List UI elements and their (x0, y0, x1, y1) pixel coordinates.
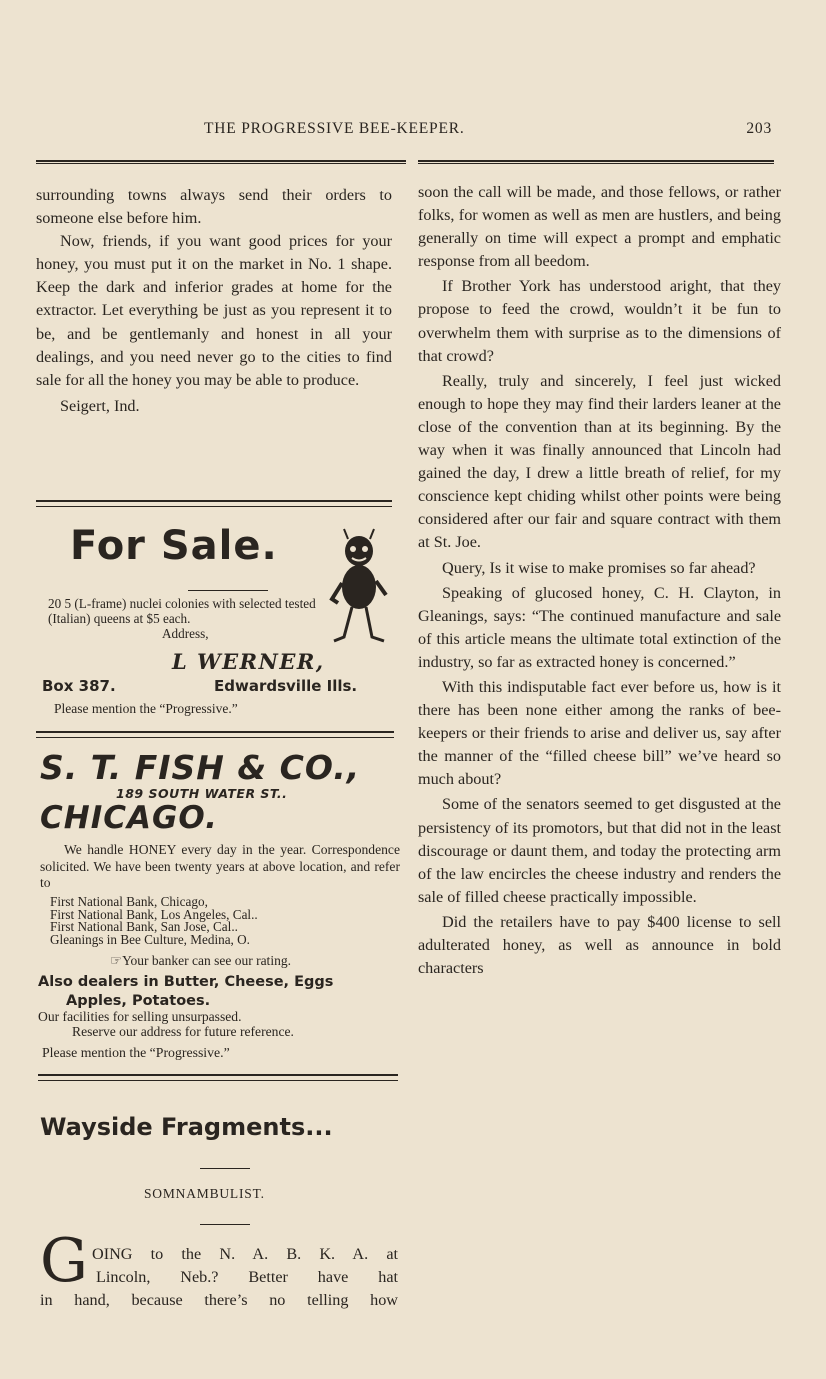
address-label: Address, (162, 626, 209, 641)
right-paragraph: If Brother York has understood aright, that they propose to feed the crowd, wouldn’t it be fun to overwhelm them with surprise as to the dimensions of that crowd? (418, 277, 781, 365)
short-rule (200, 1224, 250, 1225)
byline: SOMNAMBULIST. (144, 1186, 265, 1201)
short-rule (200, 1168, 250, 1169)
right-paragraph: Some of the senators seemed to get disgusted at the persistency of its promotors, but that did not in the least discourage or daunt them, and today the protecting arm of the law encircles the cheese industry and renders the sale of filled cheese practically impossible. (418, 795, 781, 906)
for-sale-advertisement (38, 515, 394, 725)
header-rule-left (36, 160, 406, 164)
divider-rule (36, 731, 394, 738)
short-rule (188, 590, 268, 591)
dealers-line-2: Apples, Potatoes. (66, 993, 211, 1009)
header-rule-right (418, 160, 774, 164)
opening-line: OING to the N. A. B. K. A. at (92, 1245, 398, 1263)
opening-line: in hand, because there’s no telling how (40, 1291, 398, 1310)
street-address: 189 SOUTH WATER ST.. (116, 786, 288, 801)
bank-references (50, 896, 258, 946)
running-head (36, 120, 772, 142)
left-column (36, 184, 392, 418)
divider-rule (36, 500, 392, 507)
bank-reference: First National Bank, Chicago, (50, 894, 208, 909)
bank-reference: Gleanings in Bee Culture, Medina, O. (50, 931, 250, 947)
left-paragraph: surrounding towns always send their orders to someone else before him. (36, 186, 392, 228)
signature: Seigert, Ind. (60, 396, 140, 415)
mention-note: Please mention the “Progressive.” (54, 701, 238, 716)
bank-reference: First National Bank, San Jose, Cal.. (50, 919, 238, 935)
right-paragraph: Query, Is it wise to make promises so far ahead? (442, 558, 756, 577)
bee-man-illustration (328, 525, 390, 645)
box-number: Box 387. (42, 677, 116, 695)
right-paragraph: With this indisputable fact ever before us, how is it there has been none either among the ranks of bee-keepers or their friends to arise and deliver us, say after the manner of the “filled cheese bill” we’ve heard so much about? (418, 677, 781, 789)
facilities-line-1: Our facilities for selling unsurpassed. (38, 1009, 242, 1024)
mention-note: Please mention the “Progressive.” (42, 1045, 230, 1060)
city: CHICAGO. (40, 800, 218, 836)
rating-line (110, 953, 291, 969)
ad-body-text: We handle HONEY every day in the year. Correspondence solicited. We have been twenty years at above location, and refer to (40, 842, 400, 891)
advertiser-name: L WERNER, (172, 649, 325, 674)
fish-advertisement (38, 748, 400, 1068)
right-paragraph: Really, truly and sincerely, I feel just wicked enough to hope they may find their larders leaner at the close of the convention than at its beginning. By the way when it was finally announced that Lincoln had gained the day, I drew a little breath of relief, for my conscience kept chiding whilst other points were being considered after our fair and square contract with them at St. Joe. (418, 371, 781, 552)
ad-body: 20 5 (L-frame) nuclei colonies with selected tested (Italian) queens at $5 each. (48, 596, 316, 626)
left-paragraph: Now, friends, if you want good prices for your honey, you must put it on the market in No. 1 shape. Keep the dark and inferior grades at home for the extractor. Let everything be just as you represent it to be, and be gentlemanly and honest in all your dealings, and you need never go to the cities to find sale for all the honey you may be able to produce. (36, 232, 392, 389)
right-paragraph: soon the call will be made, and those fellows, or rather folks, for women as well as men are hustlers, and being generally on time will expect a prompt and emphatic response from all beedom. (418, 183, 781, 271)
dealers-line (38, 973, 400, 1011)
town: Edwardsville Ills. (214, 677, 358, 695)
bank-reference: First National Bank, Los Angeles, Cal.. (50, 906, 258, 922)
dealers-line-1: Also dealers in Butter, Cheese, Eggs (38, 974, 334, 990)
company-name: S. T. FISH & CO., (40, 748, 361, 787)
facilities-text (38, 1010, 294, 1039)
drop-cap: G (40, 1226, 88, 1296)
right-paragraph: Speaking of glucosed honey, C. H. Clayton, in Gleanings, says: “The continued manufacture and sale of this article means the ultimate total extinction of the industry, so far as extracted honey is concerned.” (418, 583, 781, 671)
rating-text: Your banker can see our rating. (122, 953, 291, 968)
pointing-hand-icon: ☞ (110, 953, 123, 968)
divider-rule (38, 1074, 398, 1081)
running-title: THE PROGRESSIVE BEE-KEEPER. (204, 120, 465, 137)
ad-title: For Sale. (70, 523, 278, 569)
facilities-line-2: Reserve our address for future reference. (72, 1023, 294, 1039)
right-paragraph: Did the retailers have to pay $400 license to sell adulterated honey, as well as announce in bold characters (418, 912, 781, 978)
right-column (418, 181, 781, 980)
opening-line: Lincoln, Neb.? Better have hat (96, 1268, 398, 1287)
page-number: 203 (746, 120, 772, 137)
section-title: Wayside Fragments... (40, 1113, 333, 1141)
ad-body (40, 842, 400, 892)
opening-paragraph (40, 1243, 398, 1312)
